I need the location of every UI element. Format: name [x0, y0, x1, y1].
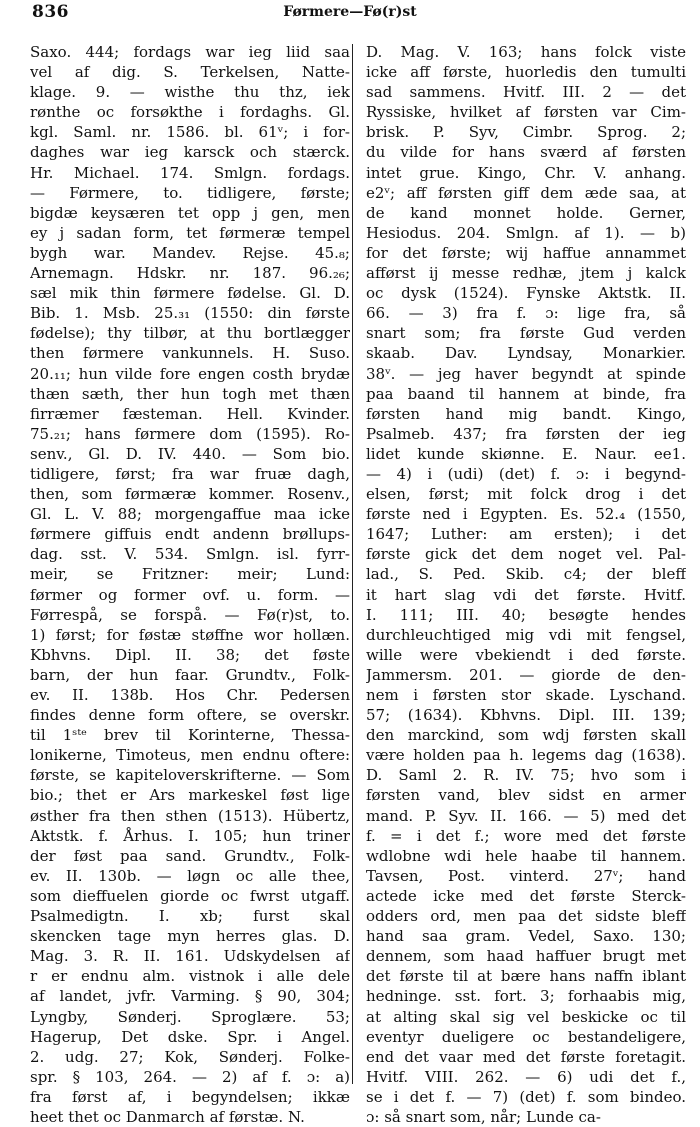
text-line: førsten vand, blev sidst en armer — [366, 786, 686, 805]
text-line: thæn sæth, ther hun togh met thæn — [30, 384, 350, 403]
text-line: r er endnu alm. vistnok i alle dele — [30, 967, 350, 986]
text-line: intet grue. Kingo, Chr. V. anhang. — [366, 163, 686, 182]
text-line: Førrespå, se forspå. — Fø(r)st, to. — [30, 605, 350, 624]
text-line: dag. sst. V. 534. Smlgn. isl. fyrr- — [30, 545, 350, 564]
text-line: e2ᵛ; aff førsten giff dem æde saa, at — [366, 183, 686, 202]
running-head: Førmere—Fø(r)st — [283, 4, 417, 20]
text-line: nem i førsten stor skade. Lyschand. — [366, 686, 686, 704]
text-line: som dieffuelen giorde oc fwrst utgaff. — [30, 886, 350, 905]
text-line: snart som; fra første Gud verden — [366, 324, 686, 343]
text-line: Mag. 3. R. II. 161. Udskydelsen af — [30, 947, 350, 966]
text-line: Aktstk. f. Århus. I. 105; hun triner — [30, 826, 350, 845]
text-line: f. = i det f.; wore med det første — [366, 826, 686, 845]
text-line: — Førmere, to. tidligere, første; — [30, 183, 350, 202]
text-line: sad sammens. Hvitf. III. 2 — det — [366, 83, 686, 102]
text-line: Psalmedigtn. I. xb; furst skal — [30, 907, 350, 926]
text-line: Kbhvns. Dipl. II. 38; det føste — [30, 645, 350, 664]
text-line: icke aff første, huorledis den tumulti — [366, 63, 686, 82]
text-line: 2. udg. 27; Kok, Sønderj. Folke- — [30, 1047, 350, 1066]
text-line: ev. II. 138b. Hos Chr. Pedersen — [30, 686, 350, 704]
right-column — [366, 42, 686, 1127]
text-line: førsten hand mig bandt. Kingo, — [366, 404, 686, 423]
text-line: bio.; thet er Ars markeskel føst lige — [30, 786, 350, 805]
text-line: Tavsen, Post. vinterd. 27ᵛ; hand — [366, 866, 686, 885]
text-line: skaab. Dav. Lyndsay, Monarkier. — [366, 344, 686, 363]
text-line: 1647; Luther: am ersten); i det — [366, 525, 686, 544]
text-line: til 1ˢᵗᵉ brev til Korinterne, Thessa- — [30, 726, 350, 745]
text-line: Lyngby, Sønderj. Sproglære. 53; — [30, 1007, 350, 1026]
text-line: af landet, jvfr. Varming. § 90, 304; — [30, 987, 350, 1006]
text-line: wdlobne wdi hele haabe til hannem. — [366, 846, 686, 865]
text-line: eventyr dueligere oc bestandeligere, — [366, 1027, 686, 1046]
text-line: at alting skal sig vel beskicke oc til — [366, 1007, 686, 1026]
text-line: ev. II. 130b. — løgn oc alle thee, — [30, 866, 350, 885]
text-line: hedninge. sst. fort. 3; forhaabis mig, — [366, 987, 686, 1006]
text-line: Jammersm. 201. — giorde de den- — [366, 665, 686, 684]
text-line: daghes war ieg karsck och stærck. — [30, 143, 350, 162]
text-line: lidet kunde skiønne. E. Naur. ee1. — [366, 444, 686, 463]
text-line: førmere giffuis endt andenn brøllups- — [30, 525, 350, 544]
text-line: 20.₁₁; hun vilde fore engen costh brydæ — [30, 364, 350, 383]
text-line: Psalmeb. 437; fra førsten der ieg — [366, 424, 686, 443]
text-line: elsen, først; mit folck drog i det — [366, 485, 686, 504]
text-line: førmer og former ovf. u. form. — — [30, 585, 350, 604]
text-line: wille were vbekiendt i ded første. — [366, 645, 686, 664]
text-line: spr. § 103, 264. — 2) af f. ɔ: a) — [30, 1067, 350, 1086]
text-line: første, se kapiteloverskrifterne. — Som — [30, 766, 350, 785]
text-line: den marckind, som wdj førsten skall — [366, 726, 686, 745]
text-line: dennem, som haad haffuer brugt met — [366, 947, 686, 966]
text-line: Hagerup, Det dske. Spr. i Angel. — [30, 1027, 350, 1046]
text-line: paa baand til hannem at binde, fra — [366, 384, 686, 403]
text-line: heet thet oc Danmarch af førstæ. N. — [30, 1107, 305, 1126]
text-line: fra først af, i begyndelsen; ikkæ — [30, 1087, 350, 1106]
text-line: 1) først; for føstæ støffne wor hollæn. — [30, 625, 350, 644]
left-column — [30, 42, 350, 1127]
text-line: skencken tage myn herres glas. D. — [30, 927, 350, 946]
text-line: rønthe oc forsøkthe i fordaghs. Gl. — [30, 103, 350, 122]
text-line: se i det f. — 7) (det) f. som bindeo. — [366, 1087, 686, 1106]
text-line: ɔ: så snart som, når; Lunde ca- — [366, 1107, 601, 1126]
text-line: then, som førmæræ kommer. Rosenv., — [30, 485, 350, 504]
text-line: 66. — 3) fra f. ɔ: lige fra, så — [366, 304, 686, 323]
text-line: Saxo. 444; fordags war ieg liid saa — [30, 43, 350, 61]
text-line: tidligere, først; fra war fruæ dagh, — [30, 464, 350, 483]
text-line: mand. P. Syv. II. 166. — 5) med det — [366, 806, 686, 825]
text-line: 38ᵛ. — jeg haver begyndt at spinde — [366, 364, 686, 383]
text-line: firræmer fæsteman. Hell. Kvinder. — [30, 404, 350, 423]
text-line: — 4) i (udi) (det) f. ɔ: i begynd- — [366, 464, 686, 483]
text-line: fødelse); thy tilbør, at thu bortlægger — [30, 324, 350, 343]
text-line: afførst ij messe redhæ, jtem j kalck — [366, 264, 686, 283]
text-line: then førmere vankunnels. H. Suso. — [30, 344, 350, 363]
text-line: bygh war. Mandev. Rejse. 45.₈; — [30, 243, 350, 262]
text-line: D. Mag. V. 163; hans folck viste — [366, 43, 686, 61]
text-line: oc dysk (1524). Fynske Aktstk. II. — [366, 284, 686, 303]
text-line: bigdæ keysæren tet opp j gen, men — [30, 203, 350, 222]
text-line: senv., Gl. D. IV. 440. — Som bio. — [30, 444, 350, 463]
text-line: Ryssiske, hvilket af førsten var Cim- — [366, 103, 686, 122]
text-line: østher fra then sthen (1513). Hübertz, — [30, 806, 350, 825]
text-line: kgl. Saml. nr. 1586. bl. 61ᵛ; i for- — [30, 123, 350, 142]
text-line: for det første; wij haffue annammet — [366, 243, 686, 262]
text-line: Arnemagn. Hdskr. nr. 187. 96.₂₆; — [30, 264, 350, 283]
text-line: lonikerne, Timoteus, men endnu oftere: — [30, 746, 350, 765]
text-line: du vilde for hans sværd af førsten — [366, 143, 686, 162]
text-line: actede icke med det første Sterck- — [366, 886, 686, 905]
text-line: end det vaar med det første foretagit. — [366, 1047, 686, 1066]
text-line: findes denne form oftere, se overskr. — [30, 706, 350, 725]
text-line: ey j sadan form, tet førmeræ tempel — [30, 223, 350, 242]
text-line: I. 111; III. 40; besøgte hendes — [366, 605, 686, 624]
text-line: Hesiodus. 204. Smlgn. af 1). — b) — [366, 223, 686, 242]
text-line: sæl mik thin førmere fødelse. Gl. D. — [30, 284, 350, 303]
text-line: Hr. Michael. 174. Smlgn. fordags. — [30, 163, 350, 182]
text-line: der føst paa sand. Grundtv., Folk- — [30, 846, 350, 865]
text-line: odders ord, men paa det sidste bleff — [366, 907, 686, 926]
text-line: være holden paa h. legems dag (1638). — [366, 746, 686, 765]
text-line: durchleuchtiged mig vdi mit fengsel, — [366, 625, 686, 644]
text-line: første ned i Egypten. Es. 52.₄ (1550, — [366, 505, 686, 524]
text-line: lad., S. Ped. Skib. c4; der bleff — [366, 565, 686, 584]
text-line: 57; (1634). Kbhvns. Dipl. III. 139; — [366, 706, 686, 725]
text-line: D. Saml 2. R. IV. 75; hvo som i — [366, 766, 686, 785]
text-line: Hvitf. VIII. 262. — 6) udi det f., — [366, 1067, 686, 1086]
text-line: it hart slag vdi det første. Hvitf. — [366, 585, 686, 604]
text-line: første gick det dem noget vel. Pal- — [366, 545, 686, 564]
text-line: Bib. 1. Msb. 25.₃₁ (1550: din første — [30, 304, 350, 323]
text-line: 75.₂₁; hans førmere dom (1595). Ro- — [30, 424, 350, 443]
column-divider — [352, 44, 353, 1084]
page-number: 836 — [32, 2, 69, 22]
text-line: det første til at bære hans naffn iblant — [366, 967, 686, 986]
text-line: vel af dig. S. Terkelsen, Natte- — [30, 63, 350, 82]
text-line: meir, se Fritzner: meir; Lund: — [30, 565, 350, 584]
text-line: brisk. P. Syv, Cimbr. Sprog. 2; — [366, 123, 686, 142]
text-line: de kand monnet holde. Gerner, — [366, 203, 686, 222]
text-line: hand saa gram. Vedel, Saxo. 130; — [366, 927, 686, 946]
text-line: klage. 9. — wisthe thu thz, iek — [30, 83, 350, 102]
text-line: barn, der hun faar. Grundtv., Folk- — [30, 665, 350, 684]
text-line: Gl. L. V. 88; morgengaffue maa icke — [30, 505, 350, 524]
